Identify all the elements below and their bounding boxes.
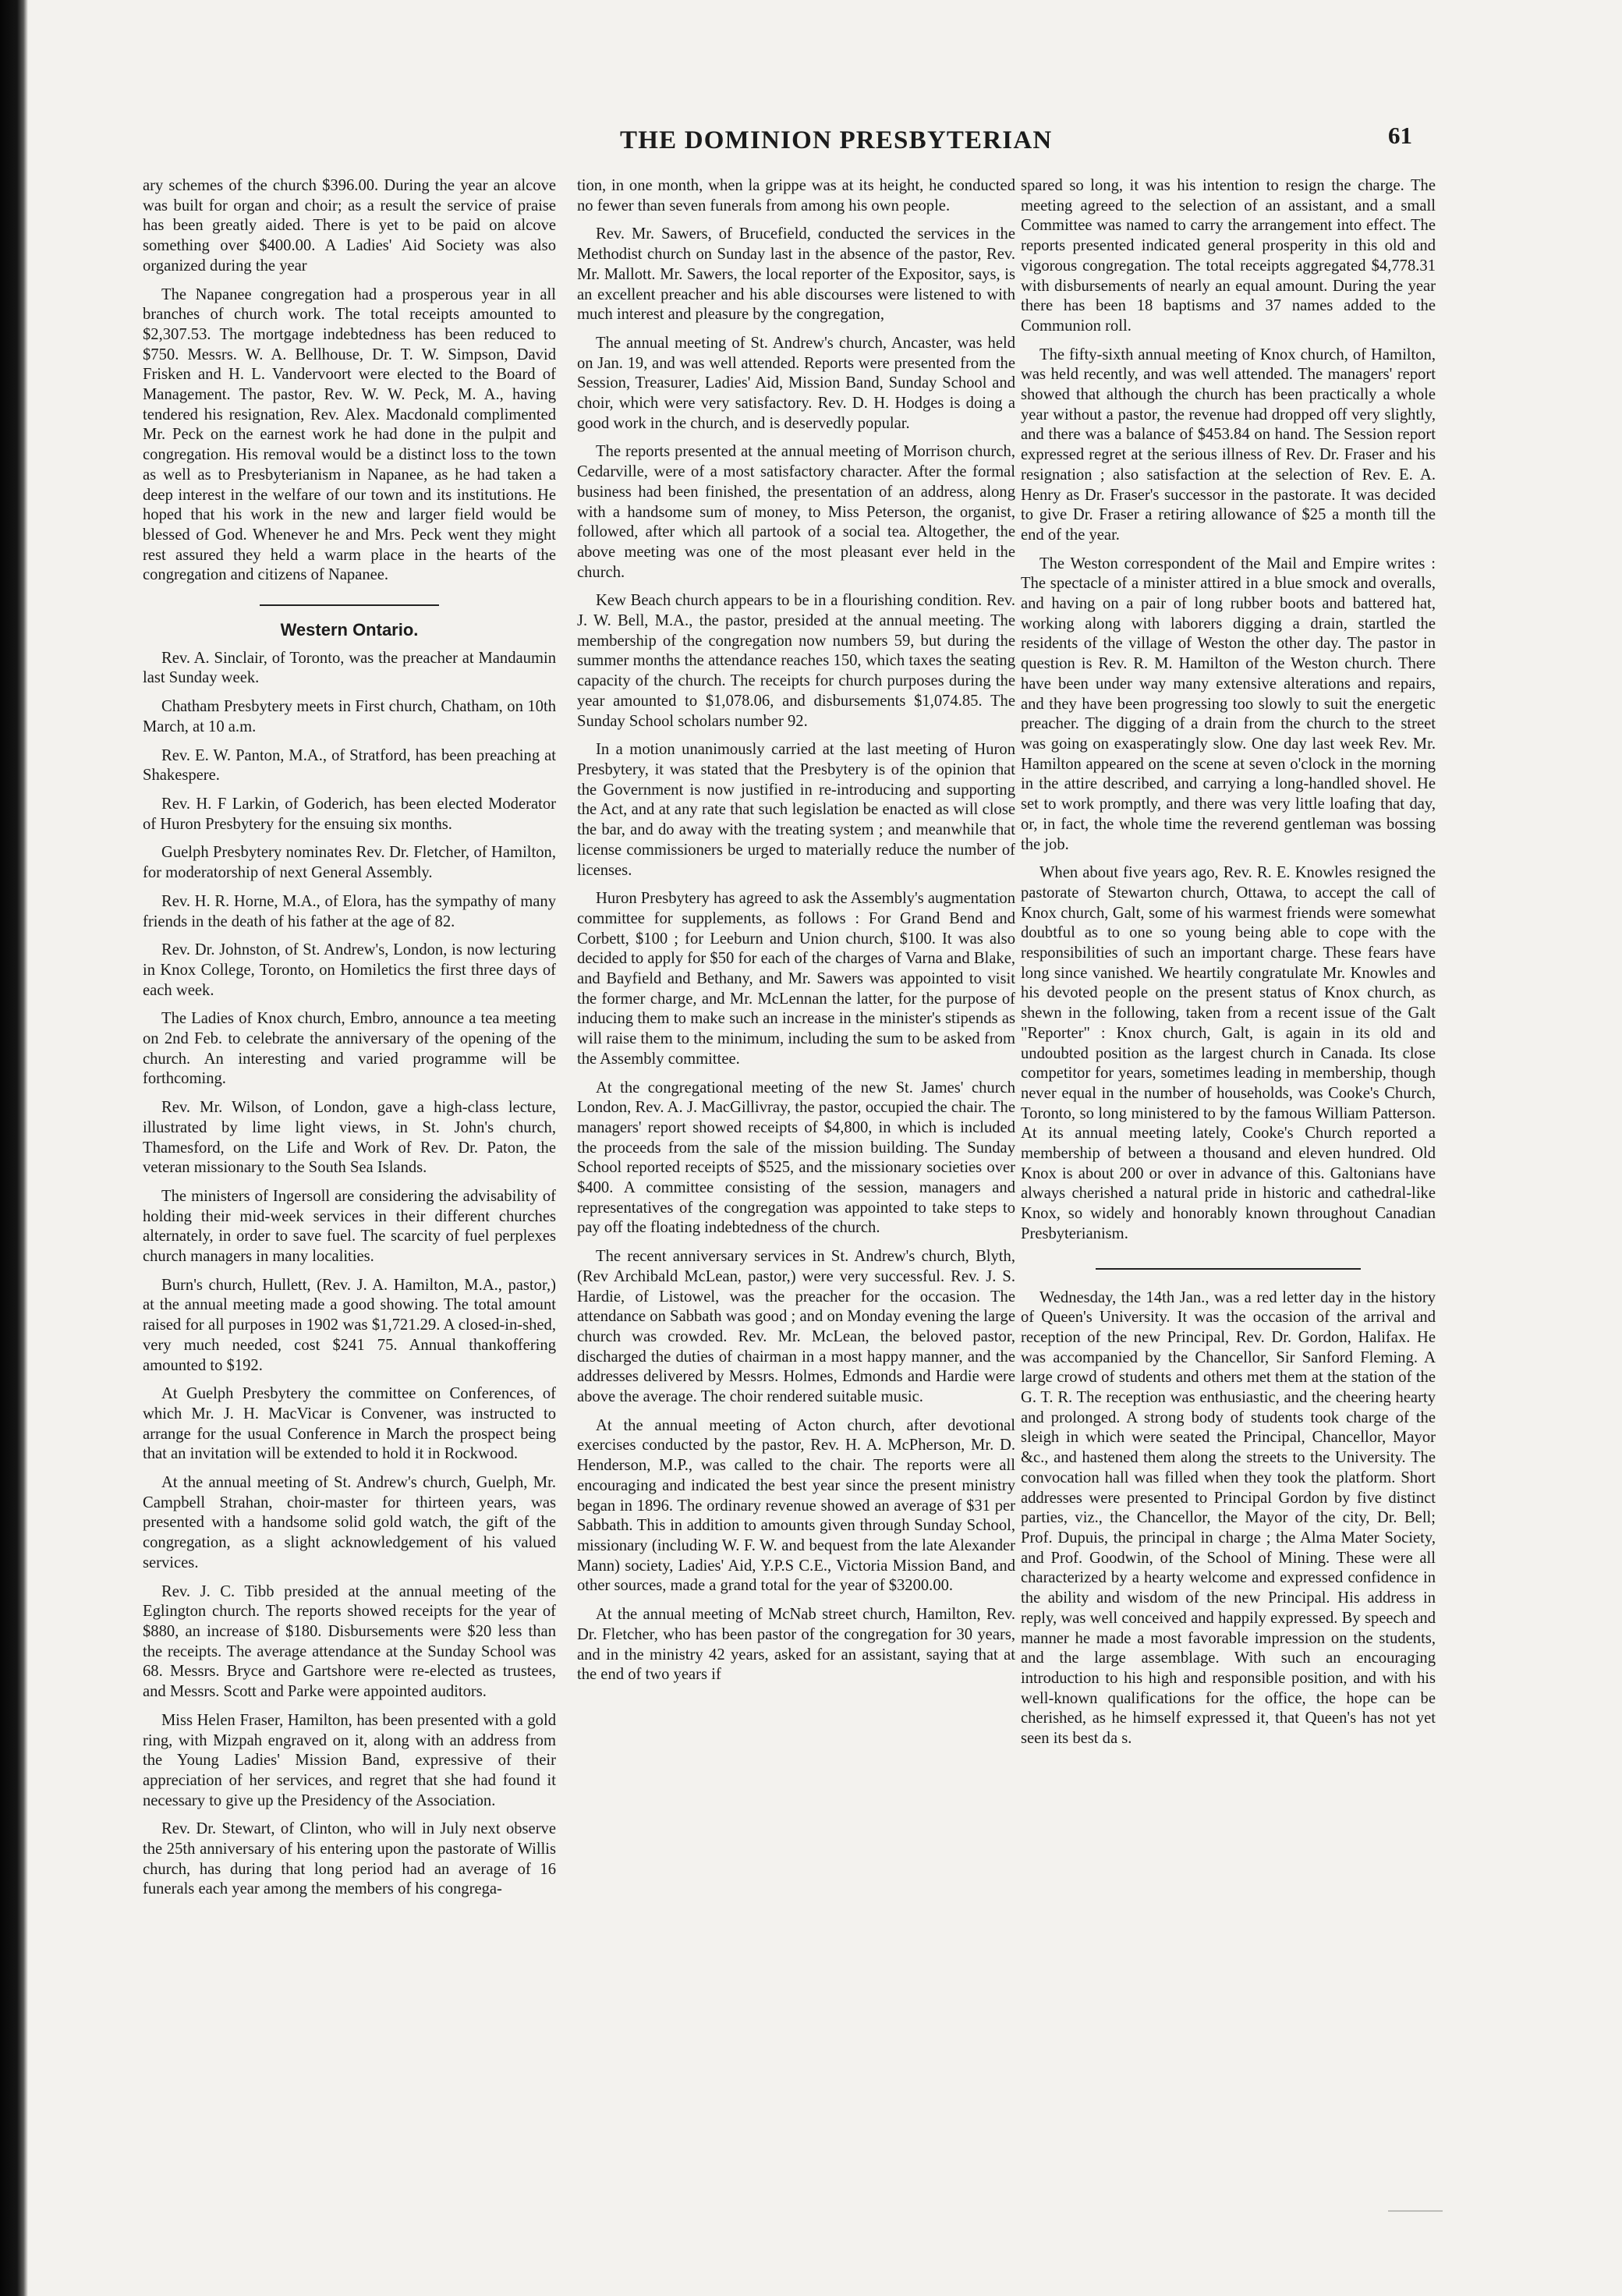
news-item: tion, in one month, when la grippe was at its height, he conducted no fewer than seven funerals from among his own people. bbox=[577, 177, 1015, 214]
news-item: Rev. A. Sinclair, of Toronto, was the preacher at Mandaumin last Sunday week. bbox=[143, 649, 556, 687]
news-item: The Weston correspondent of the Mail and Empire writes : The spectacle of a minister attired in a blue smock and overalls, and having on a pair of long rubber boots and battered hat, working along with laborers digging a drain, startled the residents of the village of Weston the other day. The pastor in question is Rev. R. M. Hamilton of the Weston church. There have been under way many extensive alterations and repairs, and they have been progressing too slowly to suit the energetic preacher. The digging of a drain from the church to the street was going on exasperatingly slow. One day last week Rev. Mr. Hamilton appeared on the scene at seven o'clock in the morning in the attire described, and carrying a long-handled shovel. He set to work promptly, and there was very little loafing that day, or, in fact, the whole time the reverend gentleman was bossing the job. bbox=[1021, 555, 1436, 853]
page-number: 61 bbox=[1388, 122, 1412, 149]
publication-title: THE DOMINION PRESBYTERIAN bbox=[620, 126, 1053, 154]
news-item: In a motion unanimously carried at the last meeting of Huron Presbytery, it was stated that the Presbytery is of the opinion that the Government is now justified in re-introducing and supporting the Act, and at any rate that such legislation be enacted as will close the bar, and do away with the treating system ; and meanwhile that license commissioners be urged to materially reduce the number of licenses. bbox=[577, 741, 1015, 879]
news-item: Rev. Mr. Sawers, of Brucefield, conducted the services in the Methodist church on Sunday last in the absence of the pastor, Rev. Mr. Mallott. Mr. Sawers, the local reporter of the Expositor, says, is an excellent preacher and his able discourses were listened to with much interest and pleasure by the congregation, bbox=[577, 225, 1015, 324]
section-divider bbox=[1096, 1268, 1361, 1270]
scan-dark-edge bbox=[0, 0, 28, 2296]
article-paragraph: ary schemes of the church $396.00. During the year an alcove was built for organ and choir; as a result the service of praise has been greatly aided. There is yet to be paid on alcove something over $400.00. A Ladies' Aid Society was also organized during the year bbox=[143, 177, 556, 275]
news-item: Rev. H. F Larkin, of Goderich, has been elected Moderator of Huron Presbytery for the ensuing six months. bbox=[143, 795, 556, 833]
news-item: The recent anniversary services in St. Andrew's church, Blyth, (Rev Archibald McLean, pastor,) were very successful. Rev. J. S. Hardie, of Listowel, was the preacher for the occasion. The attendance on Sabbath was good ; and on Monday evening the large church was crowded. Rev. Mr. McLean, the beloved pastor, discharged the duties of chairman in a most happy manner, and the addresses delivered by Messrs. Holmes, Edmonds and Hardie were above the average. The choir rendered suitable music. bbox=[577, 1248, 1015, 1406]
news-item: Rev. H. R. Horne, M.A., of Elora, has the sympathy of many friends in the death of his father at the age of 82. bbox=[143, 892, 556, 930]
article-paragraph: The Napanee congregation had a prosperous year in all branches of church work. The total receipts amounted to $2,307.53. The mortgage indebtedness has been reduced to $750. Messrs. W. A. Bellhouse, Dr. T. W. Simpson, David Frisken and H. L. Vandervoort were elected to the Board of Management. The pastor, Rev. W. W. Peck, M. A., having tendered his resignation, Rev. Alex. Macdonald complimented Mr. Peck on the earnest work he had done in the pulpit and congregation. His removal would be a distinct loss to the town as well as to Presbyterianism in Napanee, as he had taken a deep interest in the welfare of our town and its institutions. He hoped that his work in the new and larger field would be blessed of God. Whenever he and Mrs. Peck went they might rest assured they held a warm place in the hearts of the congregation and citizens of Napanee. bbox=[143, 285, 556, 584]
news-item: At the annual meeting of Acton church, after devotional exercises conducted by the pastor, Rev. H. A. McPherson, Mr. D. Henderson, M.P., was called to the chair. The reports were all encouraging and indicated the best year since the present ministry began in 1896. The ordinary revenue showed an average of $31 per Sabbath. This in addition to amounts given through Sunday School, missionary (including W. F. W. and bequest from the late Alexander Mann) society, Ladies' Aid, Y.P.S C.E., Victoria Mission Band, and other sources, made a grand total for the year of $3200.00. bbox=[577, 1416, 1015, 1595]
column-3 bbox=[1021, 176, 1436, 2149]
page-header bbox=[0, 120, 1622, 159]
news-item: Rev. Mr. Wilson, of London, gave a high-class lecture, illustrated by lime light views, in St. John's church, Thamesford, on the Life and Work of Rev. Dr. Paton, the veteran missionary to the South Sea Islands. bbox=[143, 1099, 556, 1177]
news-item: The ministers of Ingersoll are considering the advisability of holding their mid-week services in their different churches alternately, in order to save fuel. The scarcity of fuel perplexes church managers in many localities. bbox=[143, 1187, 556, 1266]
column-2 bbox=[577, 176, 1015, 2149]
scan-mark bbox=[1388, 2210, 1443, 2212]
news-item: Rev. Dr. Johnston, of St. Andrew's, London, is now lecturing in Knox College, Toronto, on Homiletics the first three days of each week. bbox=[143, 941, 556, 999]
news-item: At the congregational meeting of the new St. James' church London, Rev. A. J. MacGillivray, the pastor, occupied the chair. The managers' report showed receipts of $4,800, in which is included the proceeds from the sale of the mission building. The Sunday School reported receipts of $525, and the missionary societies over $400. A committee consisting of the session, managers and representatives of the congregation was appointed to take steps to pay off the floating indebtedness of the church. bbox=[577, 1079, 1015, 1237]
news-item: Burn's church, Hullett, (Rev. J. A. Hamilton, M.A., pastor,) at the annual meeting made a good showing. The total amount raised for all purposes in 1902 was $1,721.29. A closed-in-shed, very much needed, cost $241 75. Annual thankoffering amounted to $192. bbox=[143, 1276, 556, 1374]
news-item: Kew Beach church appears to be in a flourishing condition. Rev. J. W. Bell, M.A., the pastor, presided at the annual meeting. The membership of the congregation now numbers 59, but during the summer months the attendance reaches 150, which taxes the seating capacity of the church. The receipts for church purposes during the year amounted to $1,078.06, and disbursements $1,074.85. The Sunday School scholars number 92. bbox=[577, 592, 1015, 730]
news-item: Wednesday, the 14th Jan., was a red letter day in the history of Queen's University. It was the occasion of the arrival and reception of the new Principal, Rev. Dr. Gordon, Halifax. He was accompanied by the Chancellor, Sir Sanford Fleming. A large crowd of students and others met them at the station of the G. T. R. The reception was enthusiastic, and the cheering hearty and prolonged. A strong body of students took charge of the sleigh in which were seated the Principal, Chancellor, Mayor &c., and hastened them along the streets to the University. The convocation hall was filled when they took the platform. Short addresses were presented to Principal Gordon by five distinct parties, viz., the Chancellor, the Mayor of the city, Dr. Bell; Prof. Dupuis, the principal in charge ; the Alma Mater Society, and Prof. Goodwin, of the School of Mining. These were all characterized by a hearty welcome and expressed confidence in the ability and wisdom of the new Principal. His address in reply, was well conceived and happily expressed. By speech and manner he made a most favorable impression on the students, and the large assemblage. With such an encouraging introduction to his high and responsible position, and with his well-known qualifications for the office, the hope can be cherished, as he himself expressed it, that Queen's has not yet seen its best da s. bbox=[1021, 1288, 1436, 1748]
news-item: The annual meeting of St. Andrew's church, Ancaster, was held on Jan. 19, and was well attended. Reports were presented from the Session, Treasurer, Ladies' Aid, Mission Band, Sunday School and choir, which were very satisfactory. Rev. D. H. Hodges is doing a good work in the church, and is deservedly popular. bbox=[577, 334, 1015, 432]
news-item: The Ladies of Knox church, Embro, announce a tea meeting on 2nd Feb. to celebrate the anniversary of the opening of the church. An interesting and varied programme will be forthcoming. bbox=[143, 1010, 556, 1088]
section-heading: Western Ontario. bbox=[280, 620, 419, 640]
news-item: Guelph Presbytery nominates Rev. Dr. Fletcher, of Hamilton, for moderatorship of next General Assembly. bbox=[143, 844, 556, 882]
news-item: The fifty-sixth annual meeting of Knox church, of Hamilton, was held recently, and was well attended. The managers' report showed that although the church has been practically a whole year without a pastor, the revenue had dropped off very slightly, and there was a balance of $453.84 on hand. The Session report expressed regret at the serious illness of Rev. Dr. Fraser and his resignation ; also satisfaction at the selection of Rev. E. A. Henry as Dr. Fraser's successor in the pastorate. It was decided to give Dr. Fraser a retiring allowance of $25 a month till the end of the year. bbox=[1021, 345, 1436, 544]
news-item: At the annual meeting of St. Andrew's church, Guelph, Mr. Campbell Strahan, choir-master for thirteen years, was presented with a handsome solid gold watch, the gift of the congregation, as a slight acknowledgement of his valued services. bbox=[143, 1474, 556, 1571]
news-item: Chatham Presbytery meets in First church, Chatham, on 10th March, at 10 a.m. bbox=[143, 698, 556, 735]
news-item: Rev. E. W. Panton, M.A., of Stratford, has been preaching at Shakespere. bbox=[143, 746, 556, 785]
news-item: Rev. J. C. Tibb presided at the annual meeting of the Eglington church. The reports showed receipts for the year of $880, an increase of $180. Disbursements were $20 less than the receipts. The average attendance at the Sunday School was 68. Messrs. Bryce and Gartshore were re-elected as trustees, and Messrs. Scott and Parke were appointed auditors. bbox=[143, 1582, 556, 1701]
column-1 bbox=[143, 176, 556, 2149]
news-item: Huron Presbytery has agreed to ask the Assembly's augmentation committee for supplements, as follows : For Grand Bend and Corbett, $100 ; for Leeburn and Union church, $100. It was also decided to apply for $50 for each of the charges of Varna and Blake, and Bayfield and Bethany, and Mr. Sawers was appointed to visit the former charge, and Mr. McLennan the latter, for the purpose of inducing them to make such an increase in the minister's stipends as will raise them to the minimum, including the sum to be asked from the Assembly committee. bbox=[577, 890, 1015, 1068]
news-item: Miss Helen Fraser, Hamilton, has been presented with a gold ring, with Mizpah engraved on it, along with an address from the Young Ladies' Mission Band, expressive of their appreciation of her services, and regret that she had found it necessary to give up the Presidency of the Association. bbox=[143, 1711, 556, 1809]
news-item: Rev. Dr. Stewart, of Clinton, who will in July next observe the 25th anniversary of his entering upon the pastorate of Willis church, has during that long period had an average of 16 funerals each year among the members of his congrega- bbox=[143, 1820, 556, 1898]
news-item: At the annual meeting of McNab street church, Hamilton, Rev. Dr. Fletcher, who has been pastor of the congregation for 30 years, and in the ministry 42 years, asked for an assistant, saying that at the end of two years if bbox=[577, 1606, 1015, 1684]
news-item: The reports presented at the annual meeting of Morrison church, Cedarville, were of a most satisfactory character. After the formal business had been finished, the presentation of an address, along with a handsome sum of money, to Miss Peterson, the organist, followed, after which all partook of a social tea. Altogether, the above meeting was one of the most pleasant ever held in the church. bbox=[577, 443, 1015, 581]
news-item: At Guelph Presbytery the committee on Conferences, of which Mr. J. H. MacVicar is Convener, was instructed to arrange for the usual Conference in March the prospect being that an invitation will be extended to hold it in Rockwood. bbox=[143, 1385, 556, 1463]
news-item: spared so long, it was his intention to resign the charge. The meeting agreed to the selection of an assistant, and a small Committee was named to carry the arrangement into effect. The reports presented indicated general prosperity in this old and vigorous congregation. The total receipts aggregated $4,778.31 with disbursements of nearly an equal amount. During the year there has been 18 baptisms and 37 names added to the Communion roll. bbox=[1021, 177, 1436, 335]
news-item: When about five years ago, Rev. R. E. Knowles resigned the pastorate of Stewarton church, Ottawa, to accept the call of Knox church, Galt, some of his warmest friends were somewhat doubtful as to one so young being able to cope with the responsibilities of such an important charge. These fears have long since vanished. We heartily congratulate Mr. Knowles and his devoted people on the present status of Knox church, as shewn in the following, taken from a recent issue of the Galt "Reporter" : Knox church, Galt, is again in its old and undoubted position as the largest church in Canada. Its close competitor for years, sometimes leading in membership, though never equal in the number of households, was Cooke's Church, Toronto, so long ministered to by the famous William Patterson. At its annual meeting lately, Cooke's Church reported a membership of between a thousand and eleven hundred. Old Knox is about 200 or over in advance of this. Galtonians have always cherished a natural pride in historic and cathedral-like Knox, so widely and honorably known throughout Canadian Presbyterianism. bbox=[1021, 864, 1436, 1242]
section-divider bbox=[260, 604, 439, 606]
